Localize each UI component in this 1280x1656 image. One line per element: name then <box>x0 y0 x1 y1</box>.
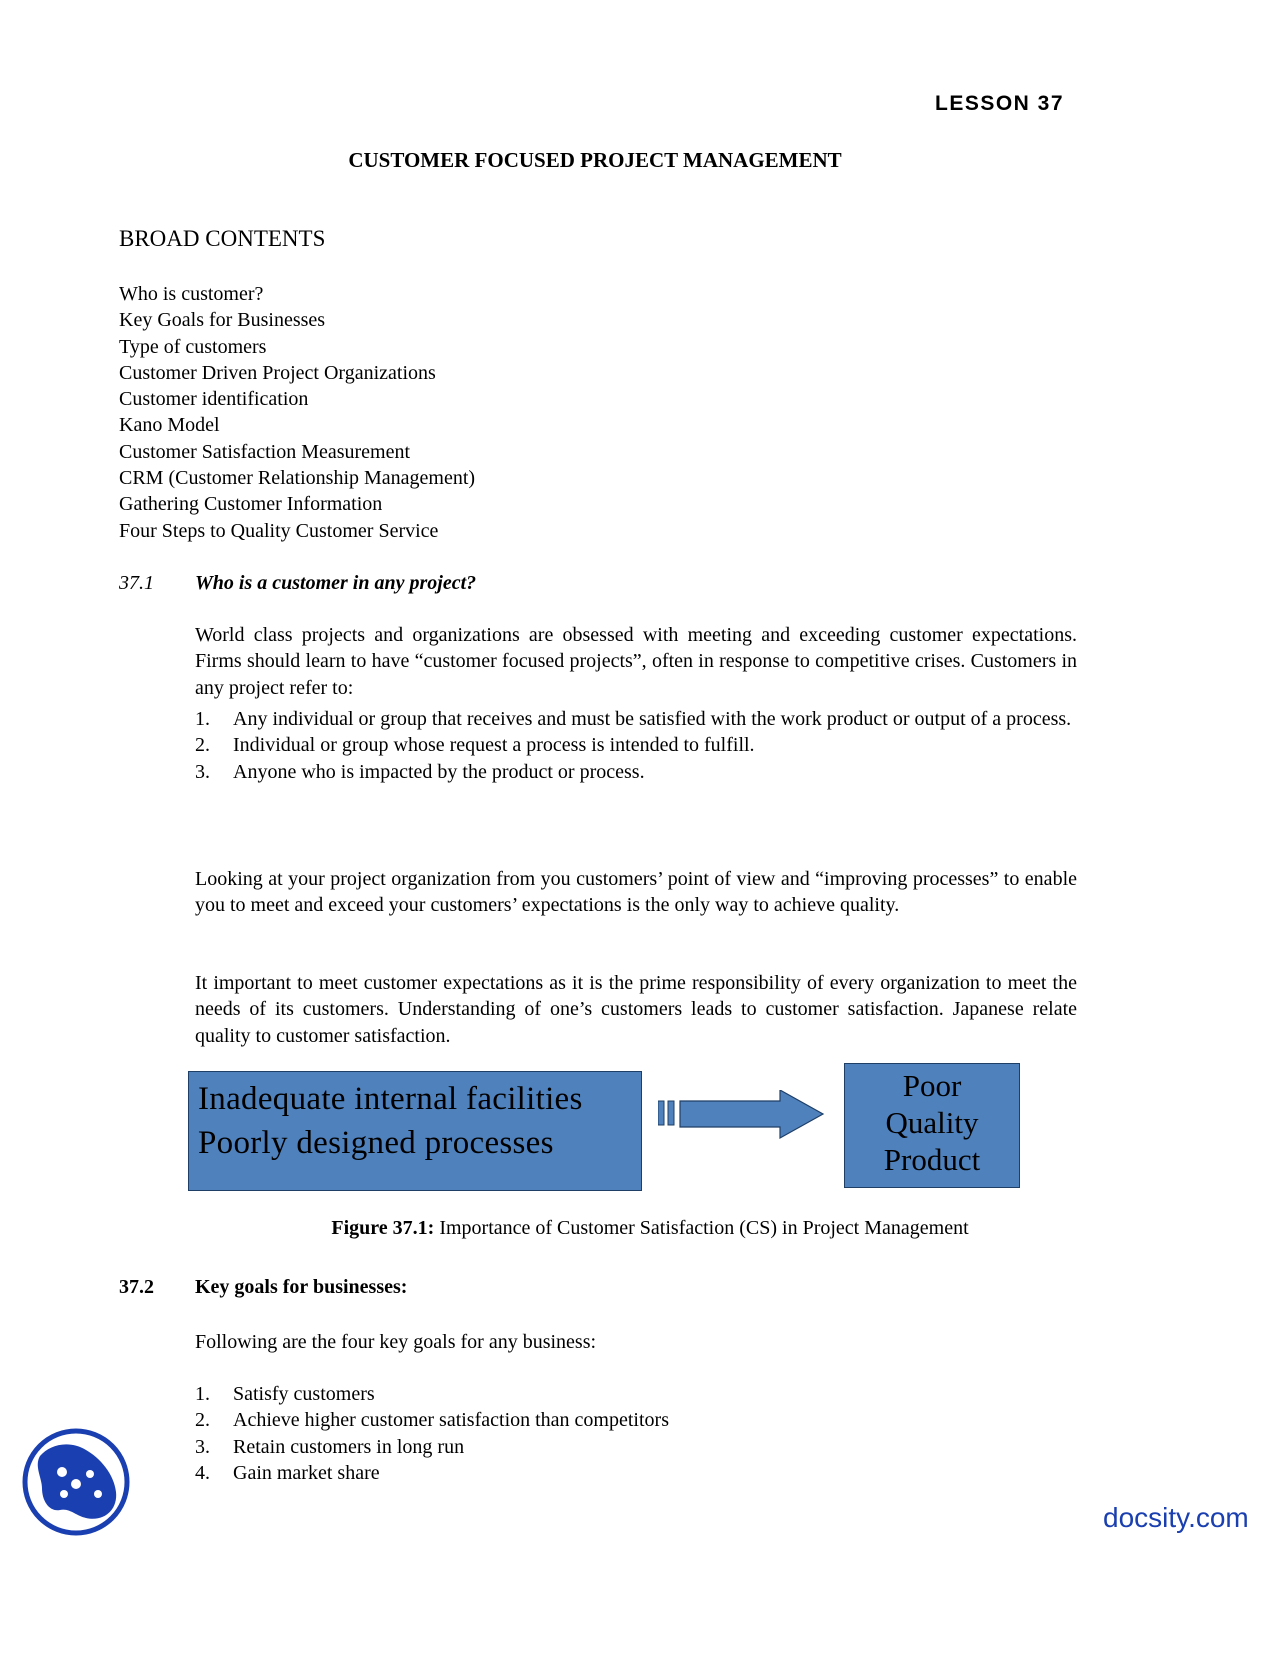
list-item: 4. Gain market share <box>195 1461 380 1484</box>
contents-item: Who is customer? <box>119 283 264 305</box>
section-1-title: Who is a customer in any project? <box>195 572 477 594</box>
figure-caption-label: Figure 37.1: <box>331 1217 435 1239</box>
list-item: 2. Individual or group whose request a process is intended to fulfill. <box>195 734 755 757</box>
contents-item: Gathering Customer Information <box>119 493 383 516</box>
lesson-number: LESSON 37 <box>935 92 1065 115</box>
contents-item: Four Steps to Quality Customer Service <box>119 519 439 542</box>
effect-line: Quality <box>885 1105 979 1140</box>
broad-contents-list <box>119 281 475 544</box>
contents-item: Customer Driven Project Organizations <box>119 361 436 384</box>
docsity-logo-icon <box>20 1426 132 1538</box>
contents-item: Key Goals for Businesses <box>119 309 326 332</box>
contents-item: CRM (Customer Relationship Management) <box>119 467 476 490</box>
list-item: 3. Anyone who is impacted by the product or process. <box>195 760 645 783</box>
customer-definition-list <box>195 706 1077 785</box>
contents-item: Customer Satisfaction Measurement <box>119 440 411 463</box>
list-item: 3. Retain customers in long run <box>195 1435 465 1458</box>
cause-line: Inadequate internal facilities <box>198 1081 583 1117</box>
list-item: 2. Achieve higher customer satisfaction than competitors <box>195 1409 669 1432</box>
section-2-title: Key goals for businesses: <box>195 1276 408 1298</box>
list-item: 1. Satisfy customers <box>195 1383 375 1405</box>
docsity-brand-link[interactable]: docsity.com <box>1103 1502 1249 1533</box>
contents-item: Kano Model <box>119 414 220 437</box>
broad-contents-heading: BROAD CONTENTS <box>119 226 326 251</box>
figure-caption-text: Importance of Customer Satisfaction (CS) in Project Management <box>434 1217 969 1239</box>
effect-line: Poor <box>902 1068 962 1103</box>
contents-item: Customer identification <box>119 388 309 411</box>
contents-item: Type of customers <box>119 335 267 358</box>
key-goals-list <box>195 1381 1077 1486</box>
document-title: CUSTOMER FOCUSED PROJECT MANAGEMENT <box>348 148 842 172</box>
list-item: 1. Any individual or group that receives and must be satisfied with the work product or output of a process. <box>195 708 1072 730</box>
figure-cause-box <box>188 1071 642 1191</box>
section-1-paragraph-3: It important to meet customer expectations as it is the prime responsibility of every organization to meet the needs of its customers. Understanding of one’s customers leads to customer satisfaction. Japanese relate quality to customer satisfaction. <box>195 972 1077 1047</box>
section-2-intro: Following are the four key goals for any business: <box>195 1331 597 1353</box>
section-1-intro: World class projects and organizations are obsessed with meeting and exceeding customer expectations. Firms should learn to have “customer focused projects”, often in response to competitive crises. Customers in any project refer to: <box>195 624 1077 699</box>
figure-arrow-icon <box>658 1090 828 1150</box>
section-1-number: 37.1 <box>119 572 154 594</box>
figure-caption <box>0 1217 1280 1240</box>
cause-line: Poorly designed processes <box>198 1125 554 1161</box>
section-1-paragraph-2: Looking at your project organization from you customers’ point of view and “improving processes” to enable you to meet and exceed your customers’ expectations is the only way to achieve quality. <box>195 868 1077 917</box>
effect-line: Product <box>883 1142 981 1177</box>
section-2-number: 37.2 <box>119 1276 154 1298</box>
figure-effect-box <box>844 1063 1020 1188</box>
